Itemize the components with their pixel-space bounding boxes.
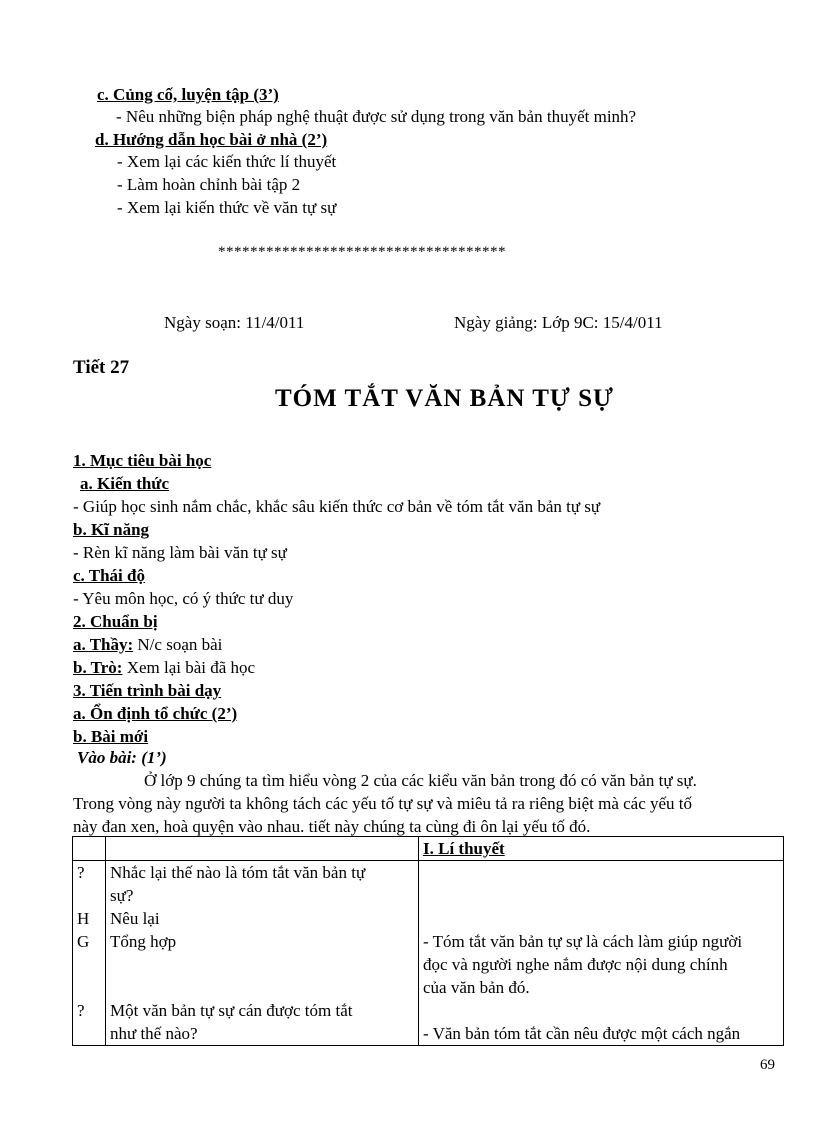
section-c-heading: c. Củng cố, luyện tập (3’): [97, 85, 279, 104]
intro-line: Trong vòng này người ta không tách các yếu tố tự sự và miêu tả ra riêng biệt mà các yếu tố: [73, 794, 693, 813]
intro-line: này đan xen, hoà quyện vào nhau. tiết này chúng ta cùng đi ôn lại yếu tố đó.: [73, 817, 591, 836]
answer-line: của văn bản đó.: [423, 978, 530, 997]
attitude-heading: c. Thái độ: [73, 566, 145, 585]
section-d-item: - Xem lại các kiến thức lí thuyết: [117, 152, 337, 171]
section-d-heading: d. Hướng dẫn học bài ở nhà (2’): [95, 130, 328, 149]
skills-text: - Rèn kĩ năng làm bài văn tự sự: [73, 543, 287, 562]
question-line: sự?: [110, 886, 134, 905]
teach-date: Ngày giảng: Lớp 9C: 15/4/011: [454, 313, 663, 332]
answer-line: - Văn bản tóm tắt cần nêu được một cách ngắn: [423, 1024, 741, 1043]
marker-cell: [73, 861, 106, 1046]
section-d-item: - Làm hoàn chỉnh bài tập 2: [117, 175, 301, 194]
question-line: Tổng hợp: [110, 932, 177, 951]
student-prep: [73, 657, 255, 679]
table-header-row: [73, 837, 784, 861]
row-marker: ?: [77, 1001, 85, 1020]
student-label: b. Trò:: [73, 658, 123, 677]
separator-stars: ************************************: [218, 244, 506, 260]
answer-line: - Tóm tắt văn bản tự sự là cách làm giúp người: [423, 932, 743, 951]
answer-cell: [419, 837, 784, 861]
row-marker: ?: [77, 863, 85, 882]
section-d-item: - Xem lại kiến thức về văn tự sự: [117, 198, 337, 217]
page-number: 69: [760, 1057, 775, 1073]
preparation-heading: 2. Chuẩn bị: [73, 612, 158, 631]
teacher-prep: [73, 634, 222, 656]
lesson-table: [72, 836, 784, 1046]
section-c-item: - Nêu những biện pháp nghệ thuật được sử dụng trong văn bản thuyết minh?: [116, 107, 637, 126]
theory-heading: I. Lí thuyết: [423, 839, 505, 858]
intro-label: Vào bài: (1’): [77, 748, 167, 767]
marker-cell: [73, 837, 106, 861]
answer-line: đọc và người nghe nắm được nội dung chính: [423, 955, 728, 974]
question-line: Nhắc lại thế nào là tóm tắt văn bản tự: [110, 863, 366, 882]
intro-line: Ở lớp 9 chúng ta tìm hiểu vòng 2 của các kiểu văn bản trong đó có văn bản tự sự.: [144, 771, 697, 790]
student-text: Xem lại bài đã học: [122, 658, 256, 677]
lesson-number: Tiết 27: [73, 357, 130, 378]
question-line: Một văn bản tự sự cán được tóm tắt: [110, 1001, 353, 1020]
teacher-label: a. Thầy:: [73, 635, 134, 654]
teacher-text: N/c soạn bài: [133, 635, 223, 654]
question-line: như thế nào?: [110, 1024, 198, 1043]
table-content-row: [73, 861, 784, 1046]
prep-date: Ngày soạn: 11/4/011: [164, 313, 305, 332]
knowledge-text: - Giúp học sinh nắm chắc, khắc sâu kiến thức cơ bản về tóm tắt văn bản tự sự: [73, 497, 601, 516]
answer-cell: [419, 861, 784, 1046]
new-lesson-heading: b. Bài mới: [73, 727, 149, 746]
question-cell: [106, 861, 419, 1046]
question-cell: [106, 837, 419, 861]
org-heading: a. Ổn định tổ chức (2’): [73, 704, 238, 723]
attitude-text: - Yêu môn học, có ý thức tư duy: [73, 589, 294, 608]
process-heading: 3. Tiến trình bài dạy: [73, 681, 222, 700]
row-marker: G: [77, 932, 90, 951]
lesson-title: TÓM TẮT VĂN BẢN TỰ SỰ: [275, 385, 614, 412]
row-marker: H: [77, 909, 90, 928]
question-line: Nêu lại: [110, 909, 160, 928]
skills-heading: b. Kĩ năng: [73, 520, 150, 539]
objectives-heading: 1. Mục tiêu bài học: [73, 451, 212, 470]
knowledge-heading: a. Kiến thức: [80, 474, 170, 493]
